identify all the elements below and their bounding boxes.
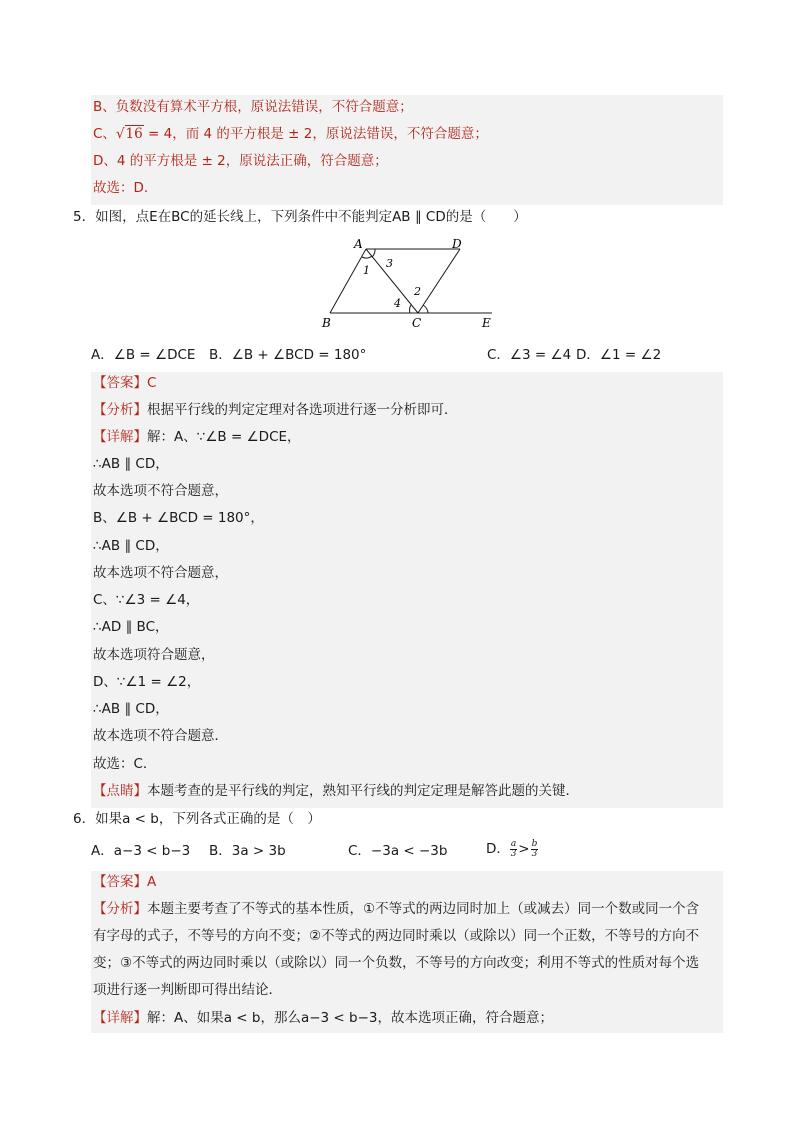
q6-detail-tag: 【详解】 (93, 1010, 147, 1026)
q5-answer-value: C (147, 375, 157, 391)
q6-analysis-line-2: 变；③不等式的两边同时乘以（或除以）同一个负数，不等号的方向改变；利用不等式的性质对每个选 (93, 955, 700, 971)
q4-solution-line-c (93, 124, 488, 144)
q6-option-d-prefix: D． (486, 841, 510, 857)
q5-detail-line-0 (93, 427, 301, 447)
q5-option-b: B．∠B + ∠BCD = 180° (209, 347, 367, 363)
q6-stem (73, 809, 321, 829)
q4-solution-line-d: D、4 的平方根是 ± 2，原说法正确，符合题意； (93, 153, 388, 169)
q5-detail-line-8: 故本选项符合题意， (93, 647, 215, 663)
q4-choose-line: 故选：D． (93, 180, 158, 196)
q6-detail (93, 1008, 553, 1028)
q6-number: 6． (73, 811, 96, 827)
q5-stem (73, 207, 527, 227)
q6-option-d (486, 839, 538, 859)
q4-line-c-rest: = 4，而 4 的平方根是 ± 2，原说法错误，不符合题意； (148, 126, 488, 142)
q5-comment-tag: 【点睛】 (93, 783, 147, 799)
q5-option-d: D．∠1 = ∠2 (576, 347, 662, 363)
angle-label-4: 4 (394, 297, 401, 310)
q6-option-a: A．a−3 < b−3 (91, 843, 191, 859)
q6-answer (93, 872, 156, 892)
q5-comment-text: 本题考查的是平行线的判定，熟知平行线的判定定理是解答此题的关键． (147, 783, 579, 799)
angle-label-1: 1 (363, 264, 370, 277)
fraction-numerator: b (531, 838, 538, 849)
q5-answer-tag: 【答案】 (93, 375, 147, 391)
q6-answer-tag: 【答案】 (93, 874, 147, 890)
fraction-b-over-3 (531, 840, 539, 859)
point-label-e: E (482, 316, 491, 330)
q5-detail-line-5: 故本选项不符合题意， (93, 565, 228, 581)
point-label-b: B (322, 316, 331, 330)
point-label-d: D (452, 237, 462, 251)
q5-comment (93, 781, 579, 801)
angle-label-3: 3 (386, 257, 393, 270)
sqrt-radicand: 16 (125, 126, 143, 142)
q5-detail-line-4: ∴AB ∥ CD， (93, 538, 169, 554)
q6-analysis-tag: 【分析】 (93, 901, 147, 917)
q5-detail-tag: 【详解】 (93, 429, 147, 445)
q5-detail-line-12: 故选：C． (93, 756, 157, 772)
sqrt-expression: √16 (115, 126, 143, 142)
q6-analysis-text-0: 本题主要考查了不等式的基本性质，①不等式的两边同时加上（或减去）同一个数或同一个含 (147, 901, 700, 917)
q6-option-b: B．3a > 3b (209, 843, 286, 859)
q5-number: 5． (73, 209, 96, 225)
q6-stem-text: 如果a < b，下列各式正确的是（ ） (95, 811, 321, 827)
q5-answer (93, 373, 156, 393)
q6-analysis-line-0 (93, 899, 699, 919)
q5-detail-line-3: B、∠B + ∠BCD = 180°， (93, 510, 264, 526)
q5-option-a: A．∠B = ∠DCE (91, 347, 196, 363)
q5-detail-line-7: ∴AD ∥ BC， (93, 619, 169, 635)
fraction-denominator: 3 (510, 848, 517, 859)
q5-geometry-figure (320, 237, 500, 332)
q5-analysis-text: 根据平行线的判定定理对各选项进行逐一分析即可． (147, 402, 458, 418)
q5-detail-text-0: 解：A、∵∠B = ∠DCE， (147, 429, 301, 445)
q5-analysis-tag: 【分析】 (93, 402, 147, 418)
q5-detail-line-2: 故本选项不符合题意， (93, 483, 228, 499)
q4-line-c-prefix: C、 (93, 126, 116, 142)
angle-label-2: 2 (414, 285, 421, 298)
q6-answer-value: A (147, 874, 157, 890)
q5-stem-text: 如图，点E在BC的延长线上，下列条件中不能判定AB ∥ CD的是（ ） (95, 209, 527, 225)
fraction-numerator: a (510, 838, 517, 849)
q5-detail-line-1: ∴AB ∥ CD， (93, 456, 169, 472)
q6-option-c: C．−3a < −3b (348, 843, 448, 859)
point-label-a: A (354, 237, 363, 251)
q6-detail-text: 解：A、如果a < b，那么a−3 < b−3，故本选项正确，符合题意； (147, 1010, 554, 1026)
fraction-denominator: 3 (531, 848, 538, 859)
point-label-c: C (412, 316, 422, 330)
q6-option-d-operator: > (518, 841, 530, 857)
q5-analysis (93, 400, 458, 420)
q6-analysis-line-1: 有字母的式子，不等号的方向不变；②不等式的两边同时乘以（或除以）同一个正数，不等号的方向不 (93, 928, 700, 944)
q5-detail-line-10: ∴AB ∥ CD， (93, 701, 169, 717)
q4-solution-line-b: B、负数没有算术平方根，原说法错误，不符合题意； (93, 99, 413, 115)
q5-detail-line-6: C、∵∠3 = ∠4， (93, 592, 200, 608)
q5-detail-line-11: 故本选项不符合题意． (93, 728, 228, 744)
q6-analysis-line-3: 项进行逐一判断即可得出结论． (93, 982, 282, 998)
q5-option-c: C．∠3 = ∠4 (487, 347, 572, 363)
q5-detail-line-9: D、∵∠1 = ∠2， (93, 674, 201, 690)
